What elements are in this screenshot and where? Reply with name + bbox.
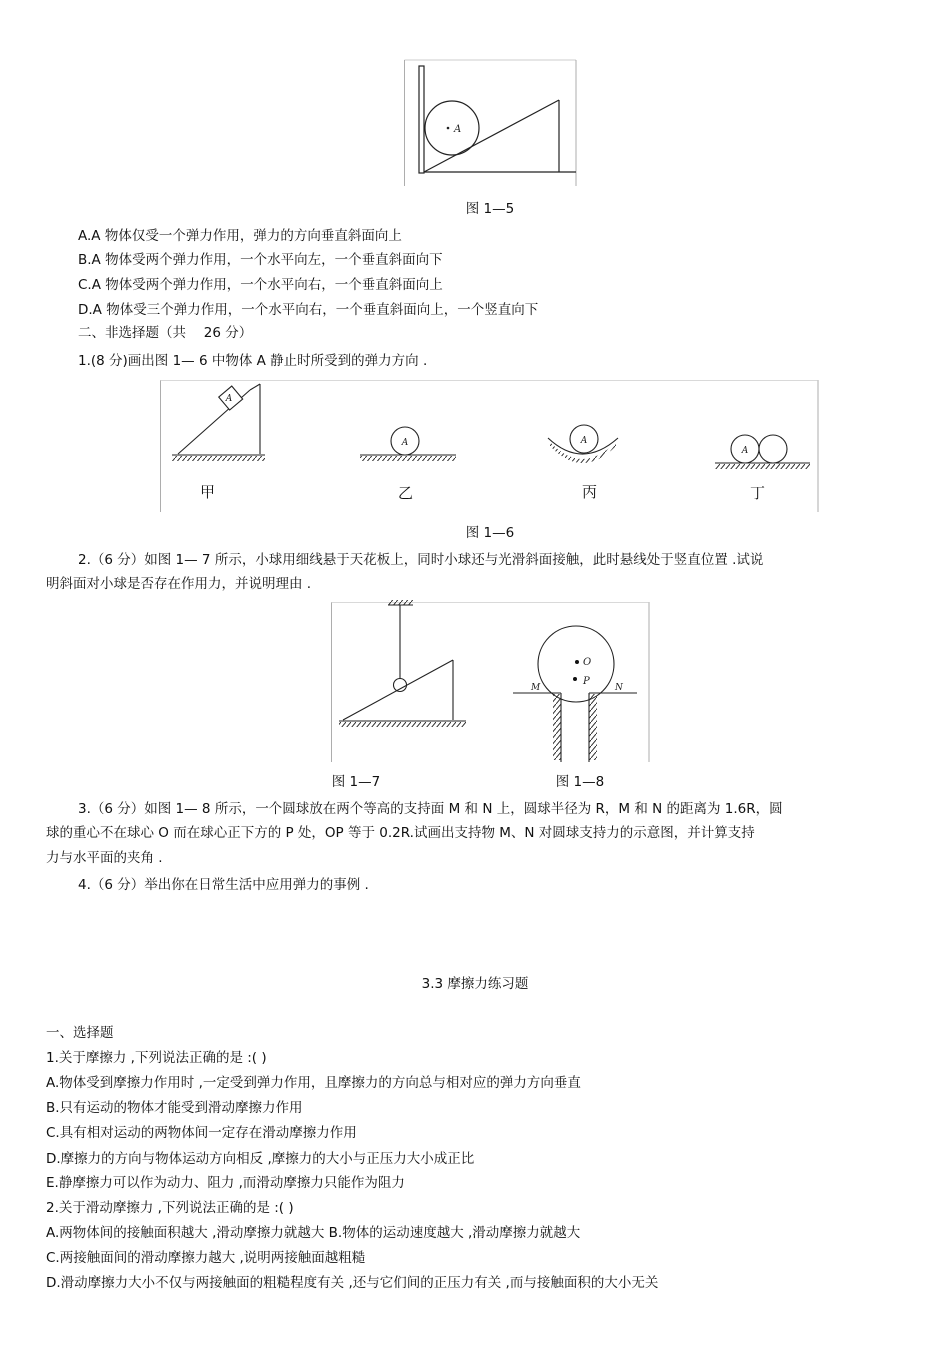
fig16-panel-yi: 乙 <box>398 484 414 502</box>
nonchoice-question-2-line2: 明斜面对小球是否存在作用力，并说明理由 . <box>46 576 312 592</box>
fig15-ball-label: A <box>454 124 462 135</box>
fig18-label-o: O <box>583 657 592 668</box>
friction-q2-option-d: D.滑动摩擦力大小不仅与两接触面的粗糙程度有关 ,还与它们间的正压力有关 ,而与接触面积的大小无关 <box>46 1275 659 1291</box>
fig16-panel-ding: 丁 <box>750 484 766 502</box>
fig17-caption: 图 1—7 <box>331 774 381 790</box>
fig16-label-a-bing: A <box>580 436 588 446</box>
nonchoice-question-2-line1: 2.（6 分）如图 1— 7 所示，小球用细线悬于天花板上，同时小球还与光滑斜面接触，此时悬线处于竖直位置 .试说 <box>78 552 764 568</box>
nonchoice-question-3-line1: 3.（6 分）如图 1— 8 所示，一个圆球放在两个等高的支持面 M 和 N 上，圆球半径为 R，M 和 N 的距离为 1.6R，圆 <box>78 801 783 817</box>
friction-q1-option-c: C.具有相对运动的两物体间一定存在滑动摩擦力作用 <box>46 1125 357 1141</box>
friction-q1-option-a: A.物体受到摩擦力作用时 ,一定受到弹力作用，且摩擦力的方向总与相对应的弹力方向垂直 <box>46 1075 581 1091</box>
fig16-label-a-ding: A <box>741 446 749 456</box>
section2-title: 二、非选择题（共 26 分） <box>78 325 253 341</box>
nonchoice-question-3-line2: 球的重心不在球心 O 而在球心正下方的 P 处，OP 等于 0.2R.试画出支持物 M、N 对圆球支持力的示意图，并计算支持 <box>46 825 755 841</box>
friction-q1-option-e: E.静摩擦力可以作为动力、阻力 ,而滑动摩擦力只能作为阻力 <box>46 1175 405 1191</box>
fig18-caption: 图 1—8 <box>555 774 605 790</box>
prev-option-b: B.A 物体受两个弹力作用，一个水平向左，一个垂直斜面向下 <box>78 252 443 268</box>
friction-q1-option-d: D.摩擦力的方向与物体运动方向相反 ,摩擦力的大小与正压力大小成正比 <box>46 1151 475 1167</box>
friction-title: 3.3 摩擦力练习题 <box>421 976 529 992</box>
figure-1-6 <box>160 380 820 512</box>
fig16-panel-jia: 甲 <box>200 483 216 501</box>
prev-option-d: D.A 物体受三个弹力作用，一个水平向右，一个垂直斜面向上，一个竖直向下 <box>78 302 539 318</box>
nonchoice-question-1: 1.(8 分)画出图 1— 6 中物体 A 静止时所受到的弹力方向 . <box>78 353 428 369</box>
fig15-caption: 图 1—5 <box>465 201 515 217</box>
friction-section1: 一、选择题 <box>46 1025 114 1041</box>
friction-question-1: 1.关于摩擦力 ,下列说法正确的是 :( ) <box>46 1050 267 1066</box>
figure-1-5 <box>404 60 578 187</box>
prev-option-c: C.A 物体受两个弹力作用，一个水平向右，一个垂直斜面向上 <box>78 277 443 293</box>
fig16-label-a-jia: A <box>225 394 233 404</box>
fig18-label-n: N <box>615 683 623 693</box>
friction-q2-option-c: C.两接触面间的滑动摩擦力越大 ,说明两接触面越粗糙 <box>46 1250 366 1266</box>
fig16-label-a-yi: A <box>401 438 409 448</box>
fig16-panel-bing: 丙 <box>582 483 598 501</box>
friction-q1-option-b: B.只有运动的物体才能受到滑动摩擦力作用 <box>46 1100 303 1116</box>
fig18-label-p: P <box>583 676 590 687</box>
friction-q2-option-ab: A.两物体间的接触面积越大 ,滑动摩擦力就越大 B.物体的运动速度越大 ,滑动摩擦力就越大 <box>46 1225 581 1241</box>
nonchoice-question-4: 4.（6 分）举出你在日常生活中应用弹力的事例 . <box>78 877 369 893</box>
friction-question-2: 2.关于滑动摩擦力 ,下列说法正确的是 :( ) <box>46 1200 294 1216</box>
fig16-caption: 图 1—6 <box>465 525 515 541</box>
fig18-label-m: M <box>531 683 541 693</box>
nonchoice-question-3-line3: 力与水平面的夹角 . <box>46 850 163 866</box>
prev-option-a: A.A 物体仅受一个弹力作用，弹力的方向垂直斜面向上 <box>78 228 402 244</box>
figure-1-7-1-8 <box>331 602 651 764</box>
